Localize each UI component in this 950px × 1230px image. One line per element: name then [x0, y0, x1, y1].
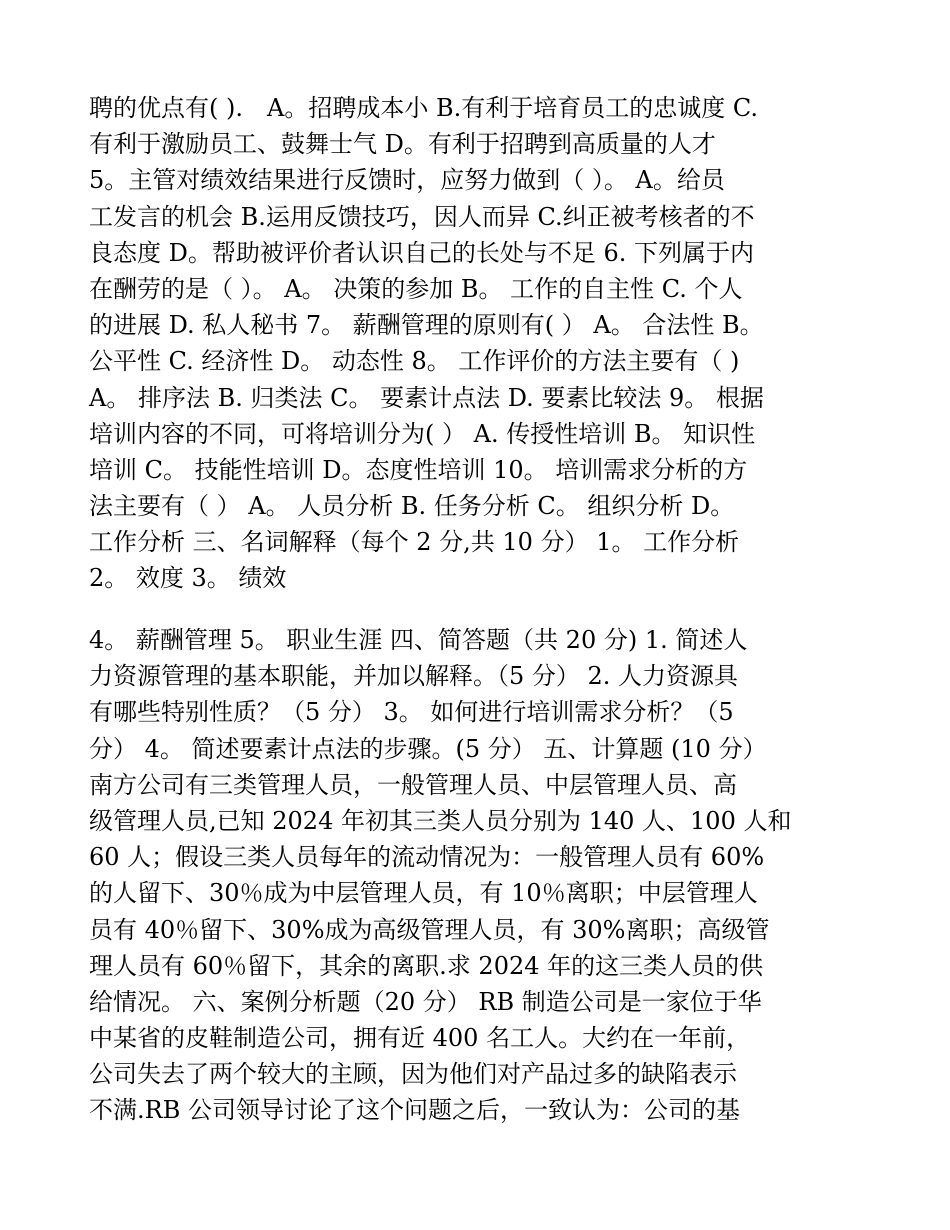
- text-line: 中某省的皮鞋制造公司，拥有近 400 名工人。大约在一年前，: [89, 1024, 751, 1053]
- text-line: 员有 40％留下、30%成为高级管理人员，有 30%离职；高级管: [89, 915, 770, 944]
- text-line: 分） 4。 简述要素计点法的步骤。(5 分） 五、计算题 (10 分）: [89, 734, 767, 763]
- text-line: 良态度 D。帮助被评价者认识自己的长处与不足 6. 下列属于内: [89, 238, 755, 267]
- text-line: 的人留下、30％成为中层管理人员，有 10％离职；中层管理人: [89, 879, 758, 908]
- text-line: 理人员有 60％留下，其余的离职.求 2024 年的这三类人员的供: [89, 951, 764, 980]
- exam-text-block-2: [89, 622, 864, 1129]
- text-line: 法主要有（ ） A。 人员分析 B. 任务分析 C。 组织分析 D。: [89, 492, 735, 521]
- text-line: 工作分析 三、名词解释（每个 2 分,共 10 分） 1。 工作分析: [89, 528, 740, 557]
- text-line: 给情况。 六、案例分析题（20 分） RB 制造公司是一家位于华: [89, 987, 762, 1016]
- text-line: A。 排序法 B. 归类法 C。 要素计点法 D. 要素比较法 9。 根据: [89, 383, 764, 412]
- text-line: 有哪些特别性质？（5 分） 3。 如何进行培训需求分析？（5: [89, 698, 734, 727]
- text-line: 4。 薪酬管理 5。 职业生涯 四、简答题（共 20 分) 1. 简述人: [89, 626, 748, 654]
- text-line: 聘的优点有( ). A。招聘成本小 B.有利于培育员工的忠诚度 C.: [89, 94, 758, 122]
- text-line: 培训 C。 技能性培训 D。态度性培训 10。 培训需求分析的方: [89, 455, 748, 484]
- text-line: 公司失去了两个较大的主顾，因为他们对产品过多的缺陷表示: [89, 1060, 737, 1089]
- text-line: 60 人；假设三类人员每年的流动情况为：一般管理人员有 60%: [89, 843, 765, 872]
- text-line: 培训内容的不同，可将培训分为( ） A. 传授性培训 B。 知识性: [89, 419, 756, 448]
- text-line: 力资源管理的基本职能，并加以解释。（5 分） 2. 人力资源具: [89, 662, 739, 691]
- text-line: 工发言的机会 B.运用反馈技巧，因人而异 C.纠正被考核者的不: [89, 202, 755, 231]
- text-line: 公平性 C. 经济性 D。 动态性 8。 工作评价的方法主要有（ ): [89, 347, 740, 376]
- text-line: 级管理人员,已知 2024 年初其三类人员分别为 140 人、100 人和: [89, 806, 792, 835]
- text-line: 在酬劳的是（ ）。 A。 决策的参加 B。 工作的自主性 C. 个人: [89, 274, 743, 303]
- text-line: 不满.RB 公司领导讨论了这个问题之后，一致认为：公司的基: [89, 1096, 740, 1125]
- text-line: 的进展 D. 私人秘书 7。 薪酬管理的原则有( ） A。 合法性 B。: [89, 311, 764, 340]
- text-line: 南方公司有三类管理人员，一般管理人员、中层管理人员、高: [89, 770, 737, 799]
- text-line: 有利于激励员工、鼓舞士气 D。有利于招聘到高质量的人才: [89, 130, 716, 159]
- text-line: 2。 效度 3。 绩效: [89, 564, 287, 593]
- exam-text-block-1: [89, 90, 864, 597]
- text-line: 5。主管对绩效结果进行反馈时，应努力做到（ ）。 A。给员: [89, 166, 725, 195]
